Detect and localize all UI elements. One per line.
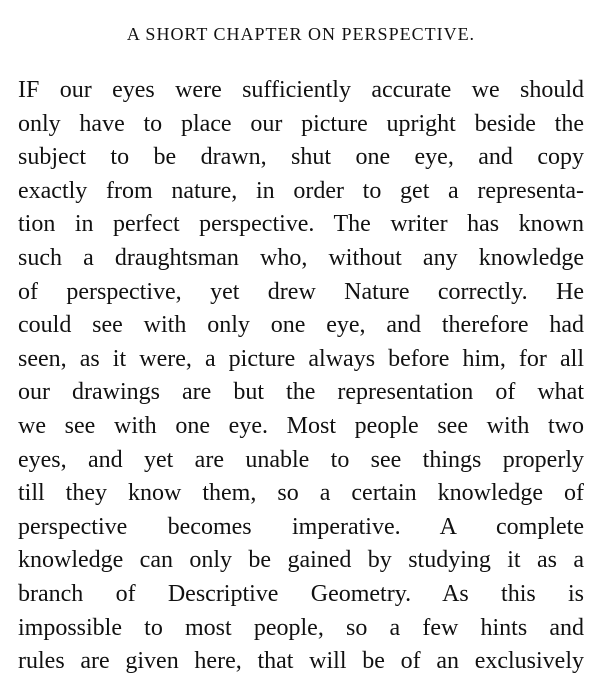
document-page [18,0,584,700]
text-line: branch of Descriptive Geometry. As this is [18,580,584,607]
text-line: we see with one eye. Most people see with two [18,412,584,439]
text-line: perspective becomes imperative. A complete [18,513,584,540]
text-line: tion in perfect perspective. The writer has known [18,211,584,238]
text-line: IF our eyes were sufficiently accurate we should [18,77,584,103]
text-line: subject to be drawn, shut one eye, and copy [18,144,584,171]
text-line: eyes, and yet are unable to see things properly [18,446,584,473]
text-line: seen, as it were, a picture always before him, for all [18,345,584,372]
text-line: could see with only one eye, and therefore had [18,312,584,339]
text-line: exactly from nature, in order to get a representa- [18,177,584,204]
chapter-body [18,74,584,679]
text-line: only have to place our picture upright beside the [18,110,584,137]
text-line: our drawings are but the representation of what [18,379,584,406]
text-line: impossible to most people, so a few hints and [18,614,584,641]
text-line: rules are given here, that will be of an exclusively [18,648,584,675]
text-line: of perspective, yet drew Nature correctly. He [18,278,584,305]
text-line: such a draughtsman who, without any knowledge [18,244,584,271]
text-line: till they know them, so a certain knowledge of [18,480,584,507]
text-line: knowledge can only be gained by studying it as a [18,547,584,574]
chapter-heading: A SHORT CHAPTER ON PERSPECTIVE. [126,24,476,44]
